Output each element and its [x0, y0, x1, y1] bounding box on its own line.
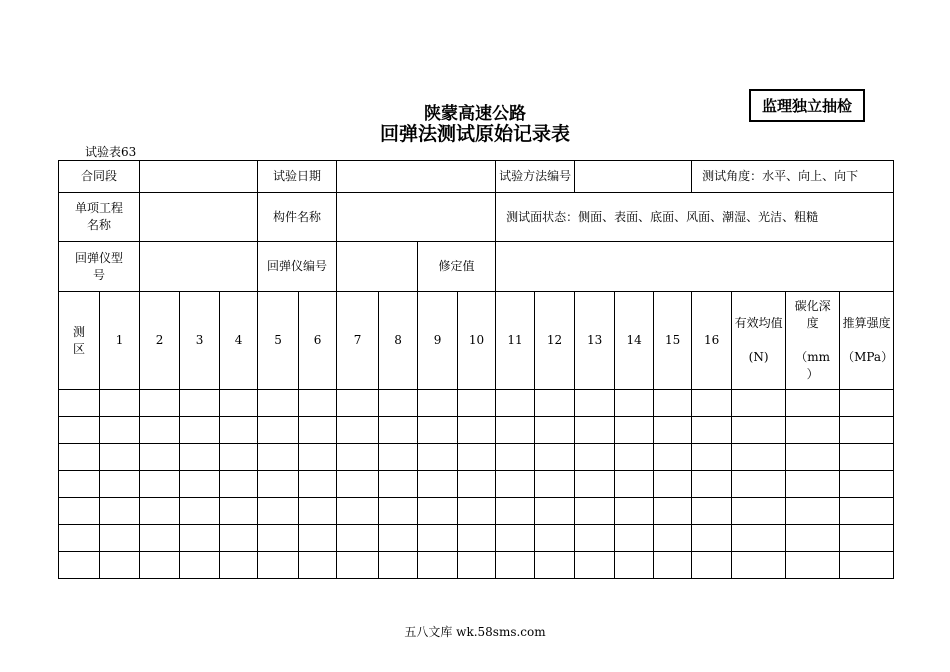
reading-header: 16	[692, 292, 732, 390]
data-rows	[59, 390, 894, 579]
reading-header: 9	[418, 292, 458, 390]
rebound-model-label	[59, 242, 140, 292]
data-cell[interactable]	[299, 471, 337, 498]
data-cell[interactable]	[458, 471, 496, 498]
reading-header: 1	[100, 292, 140, 390]
data-cell[interactable]	[786, 525, 840, 552]
data-cell[interactable]	[692, 417, 732, 444]
record-table	[58, 160, 894, 579]
table-row	[59, 525, 894, 552]
data-cell[interactable]	[654, 417, 692, 444]
data-cell[interactable]	[496, 552, 535, 579]
data-cell[interactable]	[100, 390, 140, 417]
data-cell[interactable]	[337, 471, 379, 498]
data-cell[interactable]	[337, 417, 379, 444]
data-cell[interactable]	[840, 417, 894, 444]
data-cell[interactable]	[615, 444, 654, 471]
data-cell[interactable]	[299, 444, 337, 471]
data-cell[interactable]	[418, 471, 458, 498]
data-cell[interactable]	[180, 498, 220, 525]
data-cell[interactable]	[59, 498, 100, 525]
title-line-2: 回弹法测试原始记录表	[379, 123, 570, 145]
data-cell[interactable]	[615, 417, 654, 444]
data-cell[interactable]	[59, 444, 100, 471]
rebound-model-label-l2: 号	[93, 267, 106, 282]
data-cell[interactable]	[418, 417, 458, 444]
data-cell[interactable]	[59, 471, 100, 498]
carbonation-header-l3: （mm	[795, 350, 830, 364]
data-cell[interactable]	[337, 525, 379, 552]
data-cell[interactable]	[840, 444, 894, 471]
reading-header: 8	[379, 292, 418, 390]
table-row	[59, 498, 894, 525]
data-cell[interactable]	[379, 444, 418, 471]
data-cell[interactable]	[575, 417, 615, 444]
data-cell[interactable]	[732, 471, 786, 498]
data-cell[interactable]	[299, 417, 337, 444]
table-row	[59, 444, 894, 471]
data-cell[interactable]	[379, 498, 418, 525]
data-cell[interactable]	[458, 390, 496, 417]
data-cell[interactable]	[379, 417, 418, 444]
data-cell[interactable]	[140, 417, 180, 444]
data-cell[interactable]	[59, 390, 100, 417]
data-cell[interactable]	[840, 390, 894, 417]
data-cell[interactable]	[140, 444, 180, 471]
area-header	[59, 292, 100, 390]
data-cell[interactable]	[379, 390, 418, 417]
data-cell[interactable]	[100, 525, 140, 552]
data-cell[interactable]	[299, 552, 337, 579]
data-cell[interactable]	[692, 525, 732, 552]
data-cell[interactable]	[258, 525, 299, 552]
data-cell[interactable]	[732, 498, 786, 525]
carbonation-header-l4: ）	[806, 367, 819, 381]
data-cell[interactable]	[535, 390, 575, 417]
data-cell[interactable]	[575, 444, 615, 471]
data-cell[interactable]	[535, 444, 575, 471]
reading-header: 6	[299, 292, 337, 390]
component-name-label: 构件名称	[258, 193, 337, 242]
data-cell[interactable]	[786, 552, 840, 579]
data-cell[interactable]	[496, 444, 535, 471]
table-row	[59, 471, 894, 498]
data-cell[interactable]	[458, 552, 496, 579]
data-cell[interactable]	[786, 498, 840, 525]
data-cell[interactable]	[458, 444, 496, 471]
data-cell[interactable]	[379, 552, 418, 579]
data-cell[interactable]	[180, 525, 220, 552]
data-cell[interactable]	[258, 552, 299, 579]
reading-header: 4	[220, 292, 258, 390]
data-cell[interactable]	[299, 525, 337, 552]
data-cell[interactable]	[258, 471, 299, 498]
data-cell[interactable]	[418, 444, 458, 471]
data-cell[interactable]	[379, 525, 418, 552]
data-cell[interactable]	[220, 498, 258, 525]
test-date-label: 试验日期	[258, 161, 337, 193]
area-header-l1: 测	[72, 324, 85, 339]
reading-header: 2	[140, 292, 180, 390]
data-cell[interactable]	[220, 390, 258, 417]
data-cell[interactable]	[180, 471, 220, 498]
average-header-l2: (N)	[748, 350, 769, 364]
data-cell[interactable]	[59, 525, 100, 552]
data-cell[interactable]	[575, 471, 615, 498]
data-cell[interactable]	[615, 525, 654, 552]
data-cell[interactable]	[337, 390, 379, 417]
supervision-stamp: 监理独立抽检	[749, 89, 865, 122]
sub-project-value[interactable]	[140, 193, 258, 242]
table-row	[59, 417, 894, 444]
data-cell[interactable]	[535, 525, 575, 552]
rebound-number-value[interactable]	[337, 242, 418, 292]
reading-header: 10	[458, 292, 496, 390]
reading-header: 5	[258, 292, 299, 390]
data-cell[interactable]	[220, 525, 258, 552]
data-cell[interactable]	[496, 390, 535, 417]
method-code-value[interactable]	[575, 161, 692, 193]
data-cell[interactable]	[100, 444, 140, 471]
data-cell[interactable]	[786, 471, 840, 498]
strength-header	[840, 292, 894, 390]
data-cell[interactable]	[220, 444, 258, 471]
data-cell[interactable]	[654, 552, 692, 579]
reading-header: 3	[180, 292, 220, 390]
data-cell[interactable]	[418, 525, 458, 552]
data-cell[interactable]	[496, 525, 535, 552]
data-cell[interactable]	[496, 498, 535, 525]
data-cell[interactable]	[692, 471, 732, 498]
average-header-l1: 有效均值	[734, 316, 783, 330]
data-cell[interactable]	[535, 471, 575, 498]
data-cell[interactable]	[140, 390, 180, 417]
data-cell[interactable]	[575, 552, 615, 579]
data-cell[interactable]	[840, 498, 894, 525]
data-cell[interactable]	[840, 525, 894, 552]
data-cell[interactable]	[379, 471, 418, 498]
data-cell[interactable]	[732, 444, 786, 471]
data-cell[interactable]	[786, 444, 840, 471]
data-cell[interactable]	[732, 417, 786, 444]
component-name-value[interactable]	[337, 193, 496, 242]
sub-project-label-l2: 名称	[87, 218, 112, 232]
data-cell[interactable]	[786, 390, 840, 417]
data-cell[interactable]	[258, 390, 299, 417]
data-cell[interactable]	[692, 444, 732, 471]
title-line-1: 陕蒙高速公路	[424, 104, 526, 124]
data-cell[interactable]	[59, 417, 100, 444]
reading-header: 13	[575, 292, 615, 390]
sub-project-label	[59, 193, 140, 242]
data-cell[interactable]	[299, 498, 337, 525]
data-cell[interactable]	[496, 471, 535, 498]
surface-state-label: 测试面状态：侧面、表面、底面、风面、潮湿、光洁、粗糙	[496, 193, 894, 242]
data-cell[interactable]	[180, 444, 220, 471]
reading-header: 7	[337, 292, 379, 390]
data-cell[interactable]	[654, 498, 692, 525]
column-header-row	[59, 292, 894, 390]
data-cell[interactable]	[654, 390, 692, 417]
data-cell[interactable]	[458, 417, 496, 444]
strength-header-l1: 推算强度	[842, 316, 891, 330]
carbonation-header	[786, 292, 840, 390]
data-cell[interactable]	[654, 471, 692, 498]
average-header	[732, 292, 786, 390]
data-cell[interactable]	[418, 390, 458, 417]
data-cell[interactable]	[220, 552, 258, 579]
data-cell[interactable]	[59, 552, 100, 579]
data-cell[interactable]	[458, 498, 496, 525]
data-cell[interactable]	[840, 552, 894, 579]
data-cell[interactable]	[654, 444, 692, 471]
rebound-model-label-l1: 回弹仪型	[75, 250, 124, 265]
data-cell[interactable]	[458, 525, 496, 552]
data-cell[interactable]	[615, 471, 654, 498]
reading-header: 11	[496, 292, 535, 390]
data-cell[interactable]	[258, 417, 299, 444]
sub-project-label-l1: 单项工程	[75, 201, 124, 215]
table-row	[59, 390, 894, 417]
method-code-label: 试验方法编号	[496, 161, 575, 193]
data-cell[interactable]	[140, 471, 180, 498]
data-cell[interactable]	[337, 498, 379, 525]
data-cell[interactable]	[258, 444, 299, 471]
data-cell[interactable]	[220, 417, 258, 444]
data-cell[interactable]	[140, 552, 180, 579]
data-cell[interactable]	[615, 498, 654, 525]
contract-section-label: 合同段	[59, 161, 140, 193]
data-cell[interactable]	[692, 498, 732, 525]
data-cell[interactable]	[140, 498, 180, 525]
data-cell[interactable]	[418, 498, 458, 525]
data-cell[interactable]	[535, 498, 575, 525]
data-cell[interactable]	[258, 498, 299, 525]
carbonation-header-l1: 碳化深	[794, 299, 831, 313]
correction-value-value[interactable]	[496, 242, 894, 292]
reading-header: 15	[654, 292, 692, 390]
reading-header: 12	[535, 292, 575, 390]
data-cell[interactable]	[786, 417, 840, 444]
data-cell[interactable]	[535, 552, 575, 579]
data-cell[interactable]	[220, 471, 258, 498]
test-angle-label: 测试角度：水平、向上、向下	[692, 161, 894, 193]
data-cell[interactable]	[100, 417, 140, 444]
correction-value-label: 修定值	[418, 242, 496, 292]
reading-header: 14	[615, 292, 654, 390]
data-cell[interactable]	[140, 525, 180, 552]
data-cell[interactable]	[575, 390, 615, 417]
footer-watermark: 五八文库 wk.58sms.com	[404, 625, 546, 639]
data-cell[interactable]	[180, 552, 220, 579]
data-cell[interactable]	[180, 417, 220, 444]
rebound-number-label: 回弹仪编号	[258, 242, 337, 292]
data-cell[interactable]	[100, 471, 140, 498]
data-cell[interactable]	[496, 417, 535, 444]
data-cell[interactable]	[732, 390, 786, 417]
data-cell[interactable]	[418, 552, 458, 579]
data-cell[interactable]	[535, 417, 575, 444]
data-cell[interactable]	[337, 444, 379, 471]
data-cell[interactable]	[100, 498, 140, 525]
data-cell[interactable]	[654, 525, 692, 552]
data-cell[interactable]	[100, 552, 140, 579]
contract-section-value[interactable]	[140, 161, 258, 193]
strength-header-l2: （MPa）	[842, 350, 894, 364]
data-cell[interactable]	[840, 471, 894, 498]
data-cell[interactable]	[615, 552, 654, 579]
data-cell[interactable]	[615, 390, 654, 417]
data-cell[interactable]	[575, 498, 615, 525]
data-cell[interactable]	[575, 525, 615, 552]
carbonation-header-l2: 度	[806, 316, 819, 330]
rebound-model-value[interactable]	[140, 242, 258, 292]
table-row	[59, 552, 894, 579]
data-cell[interactable]	[732, 552, 786, 579]
data-cell[interactable]	[180, 390, 220, 417]
test-date-value[interactable]	[337, 161, 496, 193]
data-cell[interactable]	[692, 390, 732, 417]
data-cell[interactable]	[337, 552, 379, 579]
data-cell[interactable]	[692, 552, 732, 579]
form-number: 试验表63	[85, 145, 137, 159]
area-header-l2: 区	[72, 341, 85, 356]
data-cell[interactable]	[732, 525, 786, 552]
data-cell[interactable]	[299, 390, 337, 417]
